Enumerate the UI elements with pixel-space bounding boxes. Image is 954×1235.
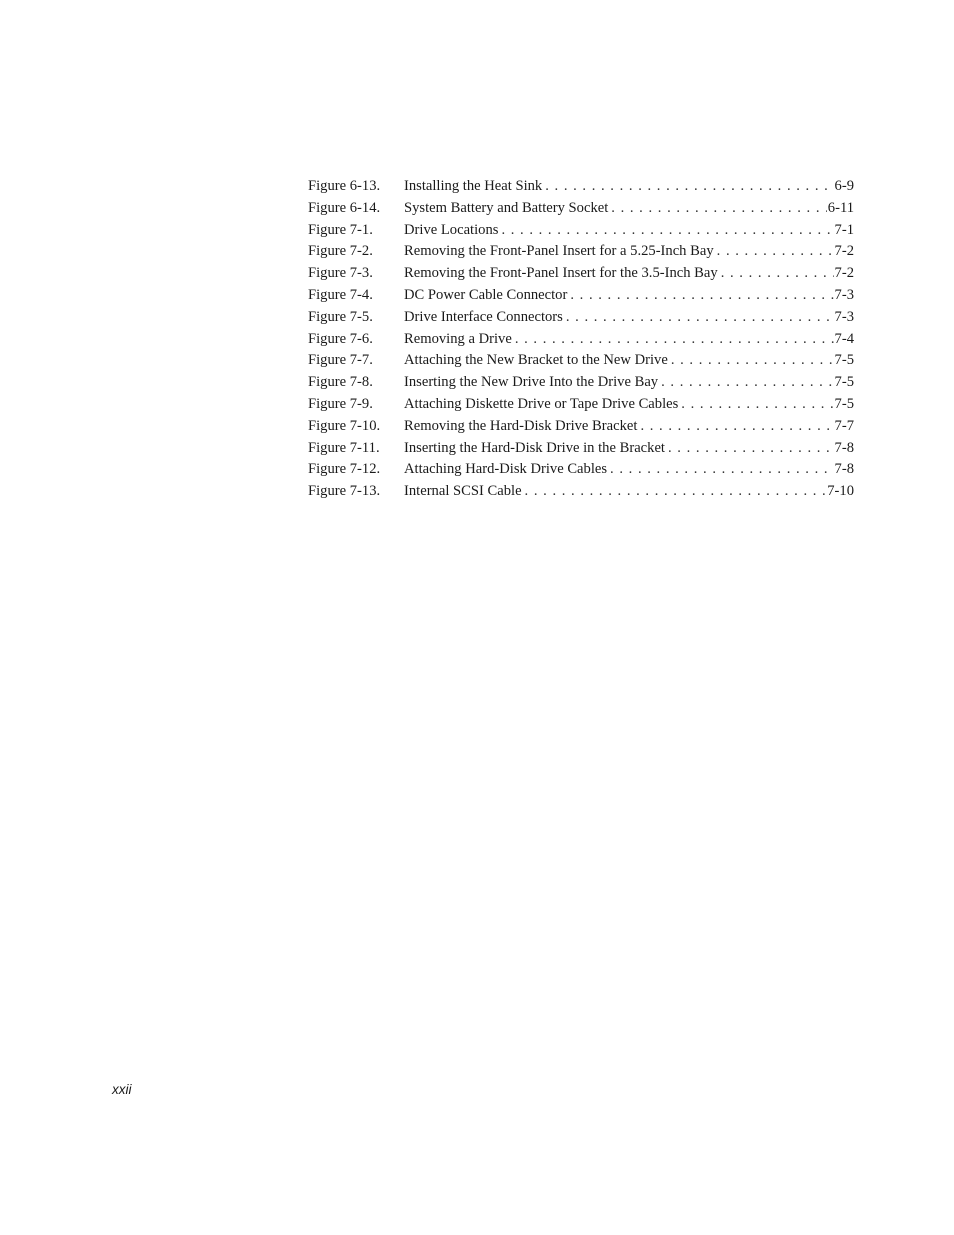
toc-entry[interactable] [308, 481, 854, 503]
page-reference: 7-2 [834, 243, 854, 260]
page-number: xxii [112, 1082, 132, 1097]
page-reference: 7-8 [834, 461, 854, 478]
page-reference: 7-5 [834, 352, 854, 369]
dot-leader [717, 241, 834, 263]
dot-leader [681, 394, 833, 416]
dot-leader [610, 459, 833, 481]
figure-title: Removing the Hard-Disk Drive Bracket [404, 417, 638, 434]
figure-label: Figure 7-10. [308, 417, 381, 434]
figure-title: Removing the Front-Panel Insert for a 5.25-Inch Bay [404, 243, 714, 260]
toc-entry[interactable] [308, 220, 854, 242]
figure-title: Removing the Front-Panel Insert for the 3.5-Inch Bay [404, 265, 718, 282]
figure-label: Figure 7-5. [308, 308, 373, 325]
figure-title: Attaching Hard-Disk Drive Cables [404, 461, 608, 478]
page-reference: 7-8 [834, 439, 854, 456]
page-reference: 7-3 [834, 286, 854, 303]
toc-entry[interactable] [308, 263, 854, 285]
figure-label: Figure 7-9. [308, 395, 373, 412]
figure-title: DC Power Cable Connector [404, 286, 568, 303]
figure-label: Figure 7-7. [308, 352, 373, 369]
figure-title: Inserting the New Drive Into the Drive Bay [404, 374, 659, 391]
list-of-figures [308, 176, 854, 503]
figure-label: Figure 7-11. [308, 439, 380, 456]
dot-leader [570, 285, 833, 307]
dot-leader [525, 481, 827, 503]
dot-leader [640, 416, 833, 438]
figure-label: Figure 7-4. [308, 286, 373, 303]
figure-title: Installing the Heat Sink [404, 178, 543, 194]
figure-label: Figure 6-14. [308, 199, 381, 216]
toc-entry[interactable] [308, 307, 854, 329]
toc-entry[interactable] [308, 372, 854, 394]
toc-entry[interactable] [308, 416, 854, 438]
page-reference: 6-11 [827, 199, 854, 216]
dot-leader [566, 307, 834, 329]
page-reference: 7-5 [834, 395, 854, 412]
figure-label: Figure 7-3. [308, 265, 373, 282]
page-reference: 7-2 [834, 265, 854, 282]
toc-entry[interactable] [308, 438, 854, 460]
figure-title: Drive Interface Connectors [404, 308, 563, 325]
toc-entry[interactable] [308, 394, 854, 416]
figure-title: Drive Locations [404, 221, 499, 238]
figure-title: Removing a Drive [404, 330, 512, 347]
figure-title: Attaching Diskette Drive or Tape Drive Cables [404, 395, 679, 412]
dot-leader [501, 220, 833, 242]
figure-label: Figure 7-6. [308, 330, 373, 347]
dot-leader [661, 372, 833, 394]
dot-leader [515, 329, 834, 351]
toc-entry[interactable] [308, 198, 854, 220]
page-reference: 7-3 [834, 308, 854, 325]
figure-title: Internal SCSI Cable [404, 483, 522, 500]
toc-entry[interactable] [308, 350, 854, 372]
toc-entry[interactable] [308, 176, 854, 198]
page-reference: 7-4 [834, 330, 854, 347]
toc-entry[interactable] [308, 459, 854, 481]
figure-label: Figure 7-1. [308, 221, 373, 238]
dot-leader [671, 350, 834, 372]
dot-leader [721, 263, 834, 285]
figure-label: Figure 7-8. [308, 374, 373, 391]
figure-title: Attaching the New Bracket to the New Drive [404, 352, 668, 369]
toc-entry[interactable] [308, 285, 854, 307]
dot-leader [668, 438, 834, 460]
figure-label: Figure 7-2. [308, 243, 373, 260]
page-reference: 7-5 [834, 374, 854, 391]
page-reference: 6-9 [834, 178, 854, 194]
figure-label: Figure 6-13. [308, 178, 381, 194]
dot-leader [611, 198, 827, 220]
figure-title: System Battery and Battery Socket [404, 199, 609, 216]
figure-label: Figure 7-12. [308, 461, 381, 478]
figure-label: Figure 7-13. [308, 483, 381, 500]
toc-entry[interactable] [308, 329, 854, 351]
toc-entry[interactable] [308, 241, 854, 263]
page-reference: 7-1 [834, 221, 854, 238]
page-reference: 7-7 [834, 417, 854, 434]
figure-title: Inserting the Hard-Disk Drive in the Bracket [404, 439, 665, 456]
dot-leader [545, 176, 833, 198]
page-reference: 7-10 [827, 483, 854, 500]
